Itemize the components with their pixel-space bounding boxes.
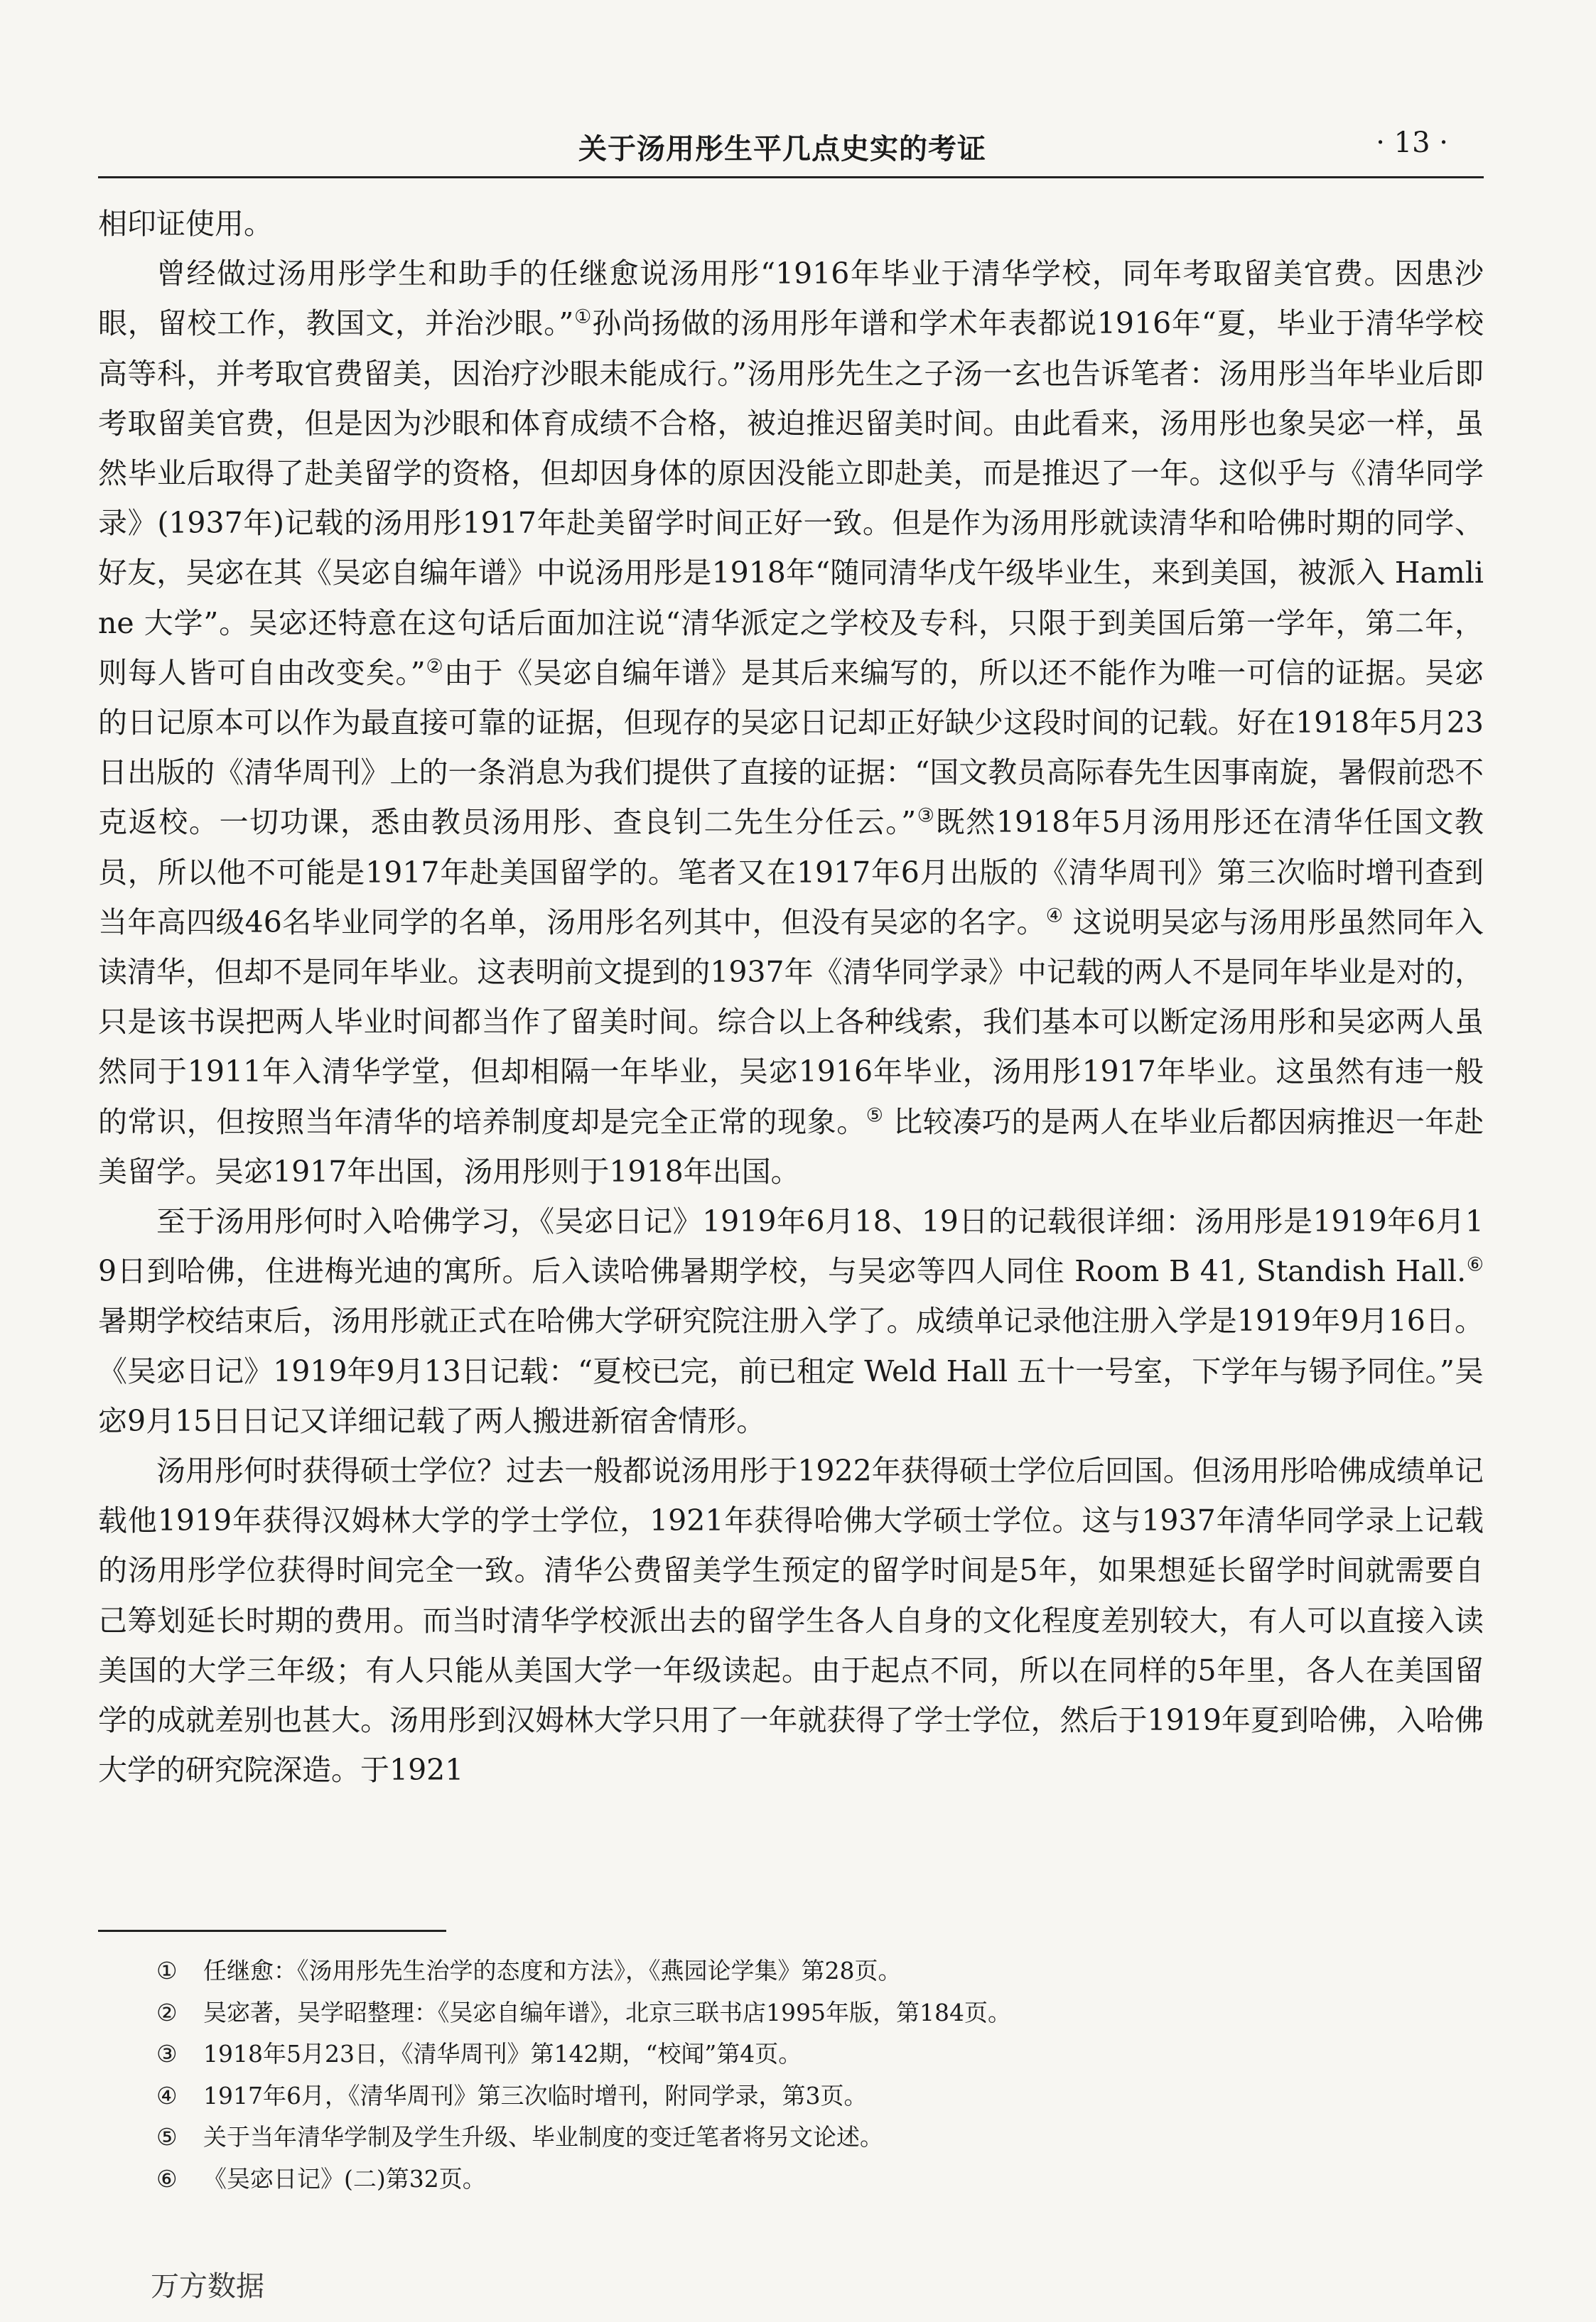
footnote-ref-5[interactable]: ⑤	[866, 1104, 884, 1126]
footnote-mark: ④	[156, 2081, 178, 2110]
footnote-4	[156, 2075, 1438, 2117]
footnote-ref-2[interactable]: ②	[425, 655, 444, 678]
paragraph-2-text-c: 由于《吴宓自编年谱》是其后来编写的，所以还不能作为唯一可信的证据。吴宓的日记原本可以作为最直接可靠的证据，但现存的吴宓日记却正好缺少这段时间的记载。好在1918年5月23日出版的《清华周刊》上的一条消息为我们提供了直接的证据：“国文教员高际春先生因事南旋，暑假前恐不克返校。一切功课，悉由教员汤用彤、查良钊二先生分任云。”	[98, 655, 1484, 840]
paragraph-3	[98, 1197, 1484, 1446]
footnote-2	[156, 1992, 1438, 2034]
paragraph-1	[98, 199, 1484, 249]
footnote-mark: ③	[156, 2040, 178, 2068]
running-title: 关于汤用彤生平几点史实的考证	[578, 132, 986, 166]
paragraph-2-text-e: 这说明吴宓与汤用彤虽然同年入读清华，但却不是同年毕业。这表明前文提到的1937年《清华同学录》中记载的两人不是同年毕业是对的，只是该书误把两人毕业时间都当作了留美时间。综合以上各种线索，我们基本可以断定汤用彤和吴宓两人虽然同于1911年入清华学堂，但却相隔一年毕业，吴宓1916年毕业，汤用彤1917年毕业。这虽然有违一般的常识，但按照当年清华的培养制度却是完全正常的现象。	[98, 904, 1484, 1139]
running-header	[98, 124, 1462, 173]
body-text	[98, 199, 1484, 1796]
footnotes	[156, 1950, 1438, 2200]
footnote-rule	[98, 1930, 446, 1932]
paragraph-2-text-f: 比较凑巧的是两人在毕业后都因病推迟一年赴美留学。吴宓1917年出国，汤用彤则于1918年出国。	[98, 1104, 1484, 1189]
footnote-1	[156, 1950, 1438, 1992]
footnote-3	[156, 2034, 1438, 2075]
paragraph-3-text-b: 暑期学校结束后，汤用彤就正式在哈佛大学研究院注册入学了。成绩单记录他注册入学是1919年9月16日。《吴宓日记》1919年9月13日记载：“夏校已完，前已租定 Weld Hall 五十一号室，下学年与锡予同住。”吴宓9月15日日记又详细记载了两人搬进新宿舍情形。	[98, 1304, 1484, 1438]
footnote-text: 《吴宓日记》(二)第32页。	[203, 2164, 486, 2193]
footnote-mark: ⑤	[156, 2123, 178, 2151]
footnote-ref-4[interactable]: ④	[1045, 904, 1064, 927]
paragraph-2-text-d: 既然1918年5月汤用彤还在清华任国文教员，所以他不可能是1917年赴美国留学的。笔者又在1917年6月出版的《清华周刊》第三次临时增刊查到当年高四级46名毕业同学的名单，汤用彤名列其中，但没有吴宓的名字。	[98, 805, 1484, 939]
footnote-text: 关于当年清华学制及学生升级、毕业制度的变迁笔者将另文论述。	[203, 2123, 883, 2151]
footnote-text: 1917年6月，《清华周刊》第三次临时增刊，附同学录，第3页。	[203, 2081, 868, 2110]
footnote-mark: ①	[156, 1957, 178, 1984]
paragraph-4	[98, 1446, 1484, 1795]
footnote-text: 吴宓著，吴学昭整理：《吴宓自编年谱》，北京三联书店1995年版，第184页。	[203, 1998, 1011, 2026]
footnote-mark: ②	[156, 1998, 178, 2026]
paragraph-3-text-a: 至于汤用彤何时入哈佛学习，《吴宓日记》1919年6月18、19日的记载很详细：汤用彤是1919年6月19日到哈佛，住进梅光迪的寓所。后入读哈佛暑期学校，与吴宓等四人同住 Room B 41, Standish Hall.	[98, 1204, 1484, 1289]
footnote-ref-3[interactable]: ③	[916, 804, 936, 827]
header-rule	[98, 176, 1484, 178]
footnote-5	[156, 2117, 1438, 2159]
watermark: 万方数据	[151, 2270, 264, 2303]
paragraph-4-text: 汤用彤何时获得硕士学位？过去一般都说汤用彤于1922年获得硕士学位后回国。但汤用彤哈佛成绩单记载他1919年获得汉姆林大学的学士学位，1921年获得哈佛大学硕士学位。这与1937年清华同学录上记载的汤用彤学位获得时间完全一致。清华公费留美学生预定的留学时间是5年，如果想延长留学时间就需要自己筹划延长时期的费用。而当时清华学校派出去的留学生各人自身的文化程度差别较大，有人可以直接入读美国的大学三年级；有人只能从美国大学一年级读起。由于起点不同，所以在同样的5年里，各人在美国留学的成就差别也甚大。汤用彤到汉姆林大学只用了一年就获得了学士学位，然后于1919年夏到哈佛，入哈佛大学的研究院深造。于1921	[98, 1454, 1484, 1788]
paragraph-1-text: 相印证使用。	[98, 207, 273, 241]
paragraph-2-text-b: 孙尚扬做的汤用彤年谱和学术年表都说1916年“夏，毕业于清华学校高等科，并考取官费留美，因治疗沙眼未能成行。”汤用彤先生之子汤一玄也告诉笔者：汤用彤当年毕业后即考取留美官费，但是因为沙眼和体育成绩不合格，被迫推迟留美时间。由此看来，汤用彤也象吴宓一样，虽然毕业后取得了赴美留学的资格，但却因身体的原因没能立即赴美，而是推迟了一年。这似乎与《清华同学录》(1937年)记载的汤用彤1917年赴美留学时间正好一致。但是作为汤用彤就读清华和哈佛时期的同学、好友，吴宓在其《吴宓自编年谱》中说汤用彤是1918年“随同清华戊午级毕业生，来到美国，被派入 Hamline 大学”。吴宓还特意在这句话后面加注说“清华派定之学校及专科，只限于到美国后第一学年，第二年，则每人皆可自由改变矣。”	[98, 306, 1484, 690]
footnote-text: 1918年5月23日，《清华周刊》第142期，“校闻”第4页。	[203, 2040, 802, 2068]
footnote-6	[156, 2159, 1438, 2200]
footnote-text: 任继愈：《汤用彤先生治学的态度和方法》，《燕园论学集》第28页。	[203, 1957, 902, 1984]
footnote-mark: ⑥	[156, 2164, 178, 2193]
page-number: · 13 ·	[1376, 126, 1448, 159]
footnote-ref-6[interactable]: ⑥	[1466, 1253, 1484, 1276]
paragraph-2-text-a: 曾经做过汤用彤学生和助手的任继愈说汤用彤“1916年毕业于清华学校，同年考取留美官费。因患沙眼，留校工作，教国文，并治沙眼。”	[98, 256, 1484, 341]
footnote-ref-1[interactable]: ①	[573, 306, 593, 328]
paragraph-2	[98, 249, 1484, 1197]
